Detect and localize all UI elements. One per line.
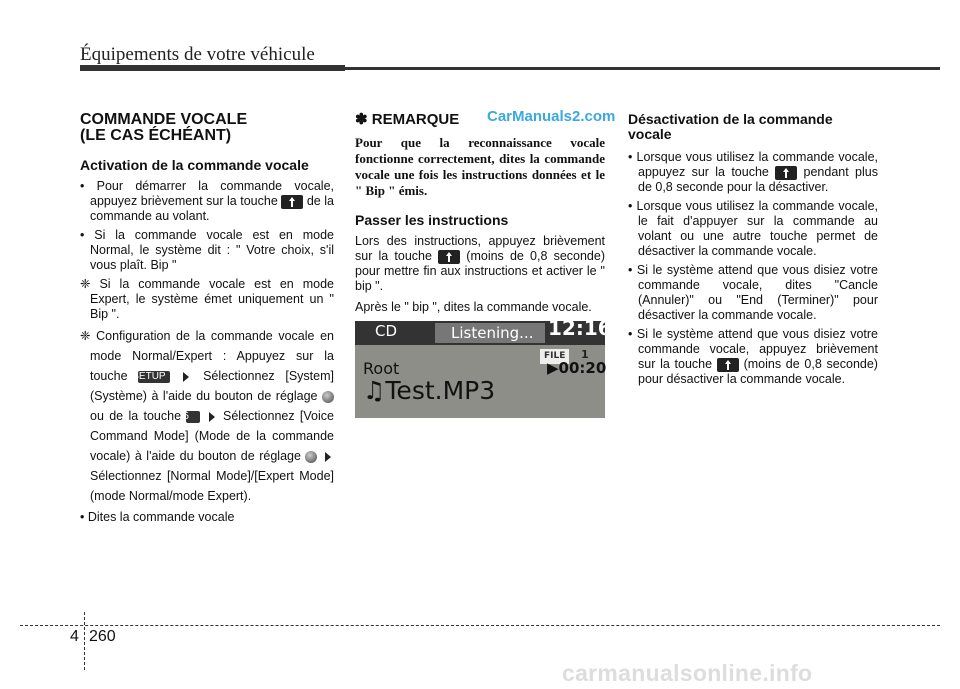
- watermark: CarManuals2.com: [487, 108, 616, 125]
- display-play-time: ▶00:20: [547, 359, 607, 377]
- chapter-number: 4: [70, 628, 79, 645]
- list-item: • Lorsque vous utilisez la commande vocale, le fait d'appuyer sur la commande au volant ou une autre touche permet de désactiver la commande vocale.: [628, 199, 878, 258]
- remark-title: ✽ REMARQUE: [355, 111, 460, 128]
- display-clock: 12:16: [548, 316, 612, 340]
- voice-key-icon: [717, 358, 739, 372]
- remark-note: Pour que la reconnaissance vocale fonctionne correctement, dites la commande vocale une fois les instructions données et le " Bip " émis.: [355, 135, 605, 198]
- column-deactivation: [628, 112, 878, 391]
- header-rule: [80, 67, 940, 70]
- arrow-right-icon: [183, 372, 189, 382]
- activation-subtitle: Activation de la commande vocale: [80, 157, 309, 173]
- column-voice-command: [80, 112, 334, 529]
- list-item: • Si la commande vocale est en mode Normal, le système dit : " Votre choix, s'il vous plaît. Bip ": [80, 228, 334, 272]
- list-item: ❈ Si la commande vocale est en mode Expert, le système émet uniquement un " Bip ".: [80, 277, 334, 321]
- voice-key-icon: [281, 195, 303, 209]
- paragraph: Lors des instructions, appuyez brièvement sur la touche (moins de 0,8 seconde) pour mettre fin aux instructions et activer le " bip ".: [355, 234, 605, 293]
- display-status: Listening...: [435, 323, 545, 343]
- arrow-right-icon: [209, 412, 215, 422]
- tune-knob-icon: [305, 451, 317, 463]
- deactivation-subtitle: Désactivation de la commande vocale: [628, 111, 833, 142]
- page-header-title: Équipements de votre véhicule: [80, 44, 315, 65]
- list-item: ❈ Configuration de la commande vocale en mode Normal/Expert : Appuyez sur la touche SETUP Sélectionnez [System] (Système) à l'aide du bouton de réglage ou de la touche 5 Sélectionnez [Voice Command Mode] (Mode de la commande vocale) à l'aide du bouton de réglage Sélectionnez [Normal Mode]/[Expert Mode] (mode Normal/mode Expert).: [80, 329, 334, 503]
- voice-key-icon: [438, 250, 460, 264]
- list-item: • Lorsque vous utilisez la commande vocale, appuyez sur la touche pendant plus de 0,8 seconde pour la désactiver.: [628, 150, 878, 194]
- arrow-right-icon: [325, 452, 331, 462]
- display-file-number: 1: [581, 348, 589, 361]
- tune-knob-icon: [322, 391, 334, 403]
- footer-rule: [20, 625, 940, 626]
- display-file-label: FILE: [540, 349, 569, 364]
- paragraph: Après le " bip ", dites la commande vocale.: [355, 300, 592, 314]
- footer-divider: [84, 612, 85, 670]
- voice-key-icon: [775, 166, 797, 180]
- setup-key-icon: SETUP: [138, 371, 169, 383]
- display-source: CD: [375, 322, 398, 340]
- list-item: • Si le système attend que vous disiez votre commande vocale, dites "Cancle (Annuler)" ou "End (Terminer)" pour désactiver la commande vocale.: [628, 263, 878, 322]
- audio-display-screen: [355, 316, 612, 418]
- site-watermark: carmanualsonline.info: [562, 660, 813, 686]
- list-item: • Si le système attend que vous disiez votre commande vocale, appuyez brièvement sur la touche (moins de 0,8 seconde) pour désactiver la commande vocale.: [628, 327, 878, 386]
- number-key-icon: 5: [186, 411, 200, 423]
- section-title: COMMANDE VOCALE (LE CAS ÉCHÉANT): [80, 111, 248, 144]
- column-remark: [355, 111, 612, 418]
- skip-subtitle: Passer les instructions: [355, 212, 509, 228]
- list-item: • Dites la commande vocale: [80, 510, 235, 524]
- page-number: 260: [89, 628, 116, 645]
- list-item: • Pour démarrer la commande vocale, appuyez brièvement sur la touche de la commande au volant.: [80, 179, 334, 223]
- display-track: ♫Test.MP3: [363, 376, 496, 405]
- display-folder: Root: [363, 359, 400, 378]
